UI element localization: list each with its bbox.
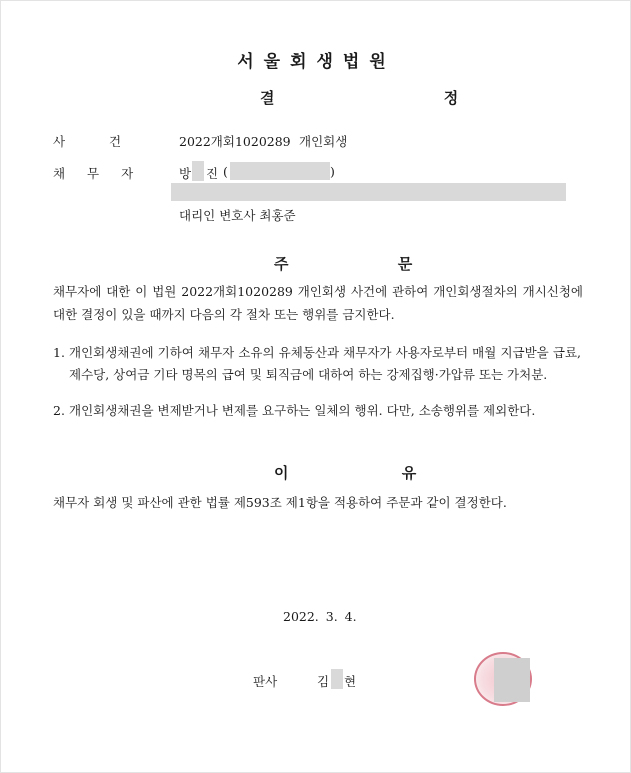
order-item-2-number: 2. [53, 403, 65, 418]
reason-heading: 이 유 [274, 464, 471, 482]
case-type: 개인회생 [299, 134, 348, 149]
order-item-1 [53, 342, 581, 386]
court-name: 서울회생법원 [237, 52, 396, 72]
agent-name: 대리인 변호사 최홍준 [179, 208, 296, 223]
debtor-name-redaction [192, 161, 204, 181]
debtor-address-redaction [171, 183, 566, 201]
judge-name-redaction [331, 669, 343, 689]
order-text: 채무자에 대한 이 법원 2022개회1020289 개인회생 사건에 관하여 개인회생절차의 개시신청에 대한 결정이 있을 때까지 다음의 각 절차 또는 행위를 금지한다. [53, 284, 583, 322]
order-heading: 주 문 [274, 255, 465, 273]
debtor-paren-open: ( [223, 164, 228, 179]
document-title: 결 정 [260, 89, 541, 107]
debtor-id-redaction [230, 162, 330, 180]
debtor-name-last: 진 [206, 166, 219, 181]
order-item-1-text: 개인회생채권에 기하여 채무자 소유의 유체동산과 채무자가 사용자로부터 매월 지급받을 급료, 제수당, 상여금 기타 명목의 급여 및 퇴직금에 대하여 하는 강제집행·가압류 또는 가처분. [69, 345, 581, 382]
order-item-2 [53, 400, 581, 422]
case-number: 2022개회1020289 [179, 134, 291, 149]
judge-label: 판사 [253, 674, 278, 689]
seal-redaction [494, 658, 530, 702]
case-label: 사 건 [53, 134, 124, 149]
order-item-2-text: 개인회생채권을 변제받거나 변제를 요구하는 일체의 행위. 다만, 소송행위를 제외한다. [69, 403, 536, 418]
judge-name-first: 김 [317, 674, 330, 689]
order-item-1-number: 1. [53, 345, 65, 360]
debtor-name-first: 방 [179, 166, 192, 181]
debtor-paren-close: ) [330, 164, 335, 179]
debtor-label: 채 무 자 [53, 166, 136, 181]
judge-name-last: 현 [344, 674, 357, 689]
reason-text: 채무자 회생 및 파산에 관한 법률 제593조 제1항을 적용하여 주문과 같이 결정한다. [53, 495, 507, 510]
decision-date: 2022. 3. 4. [283, 609, 357, 624]
